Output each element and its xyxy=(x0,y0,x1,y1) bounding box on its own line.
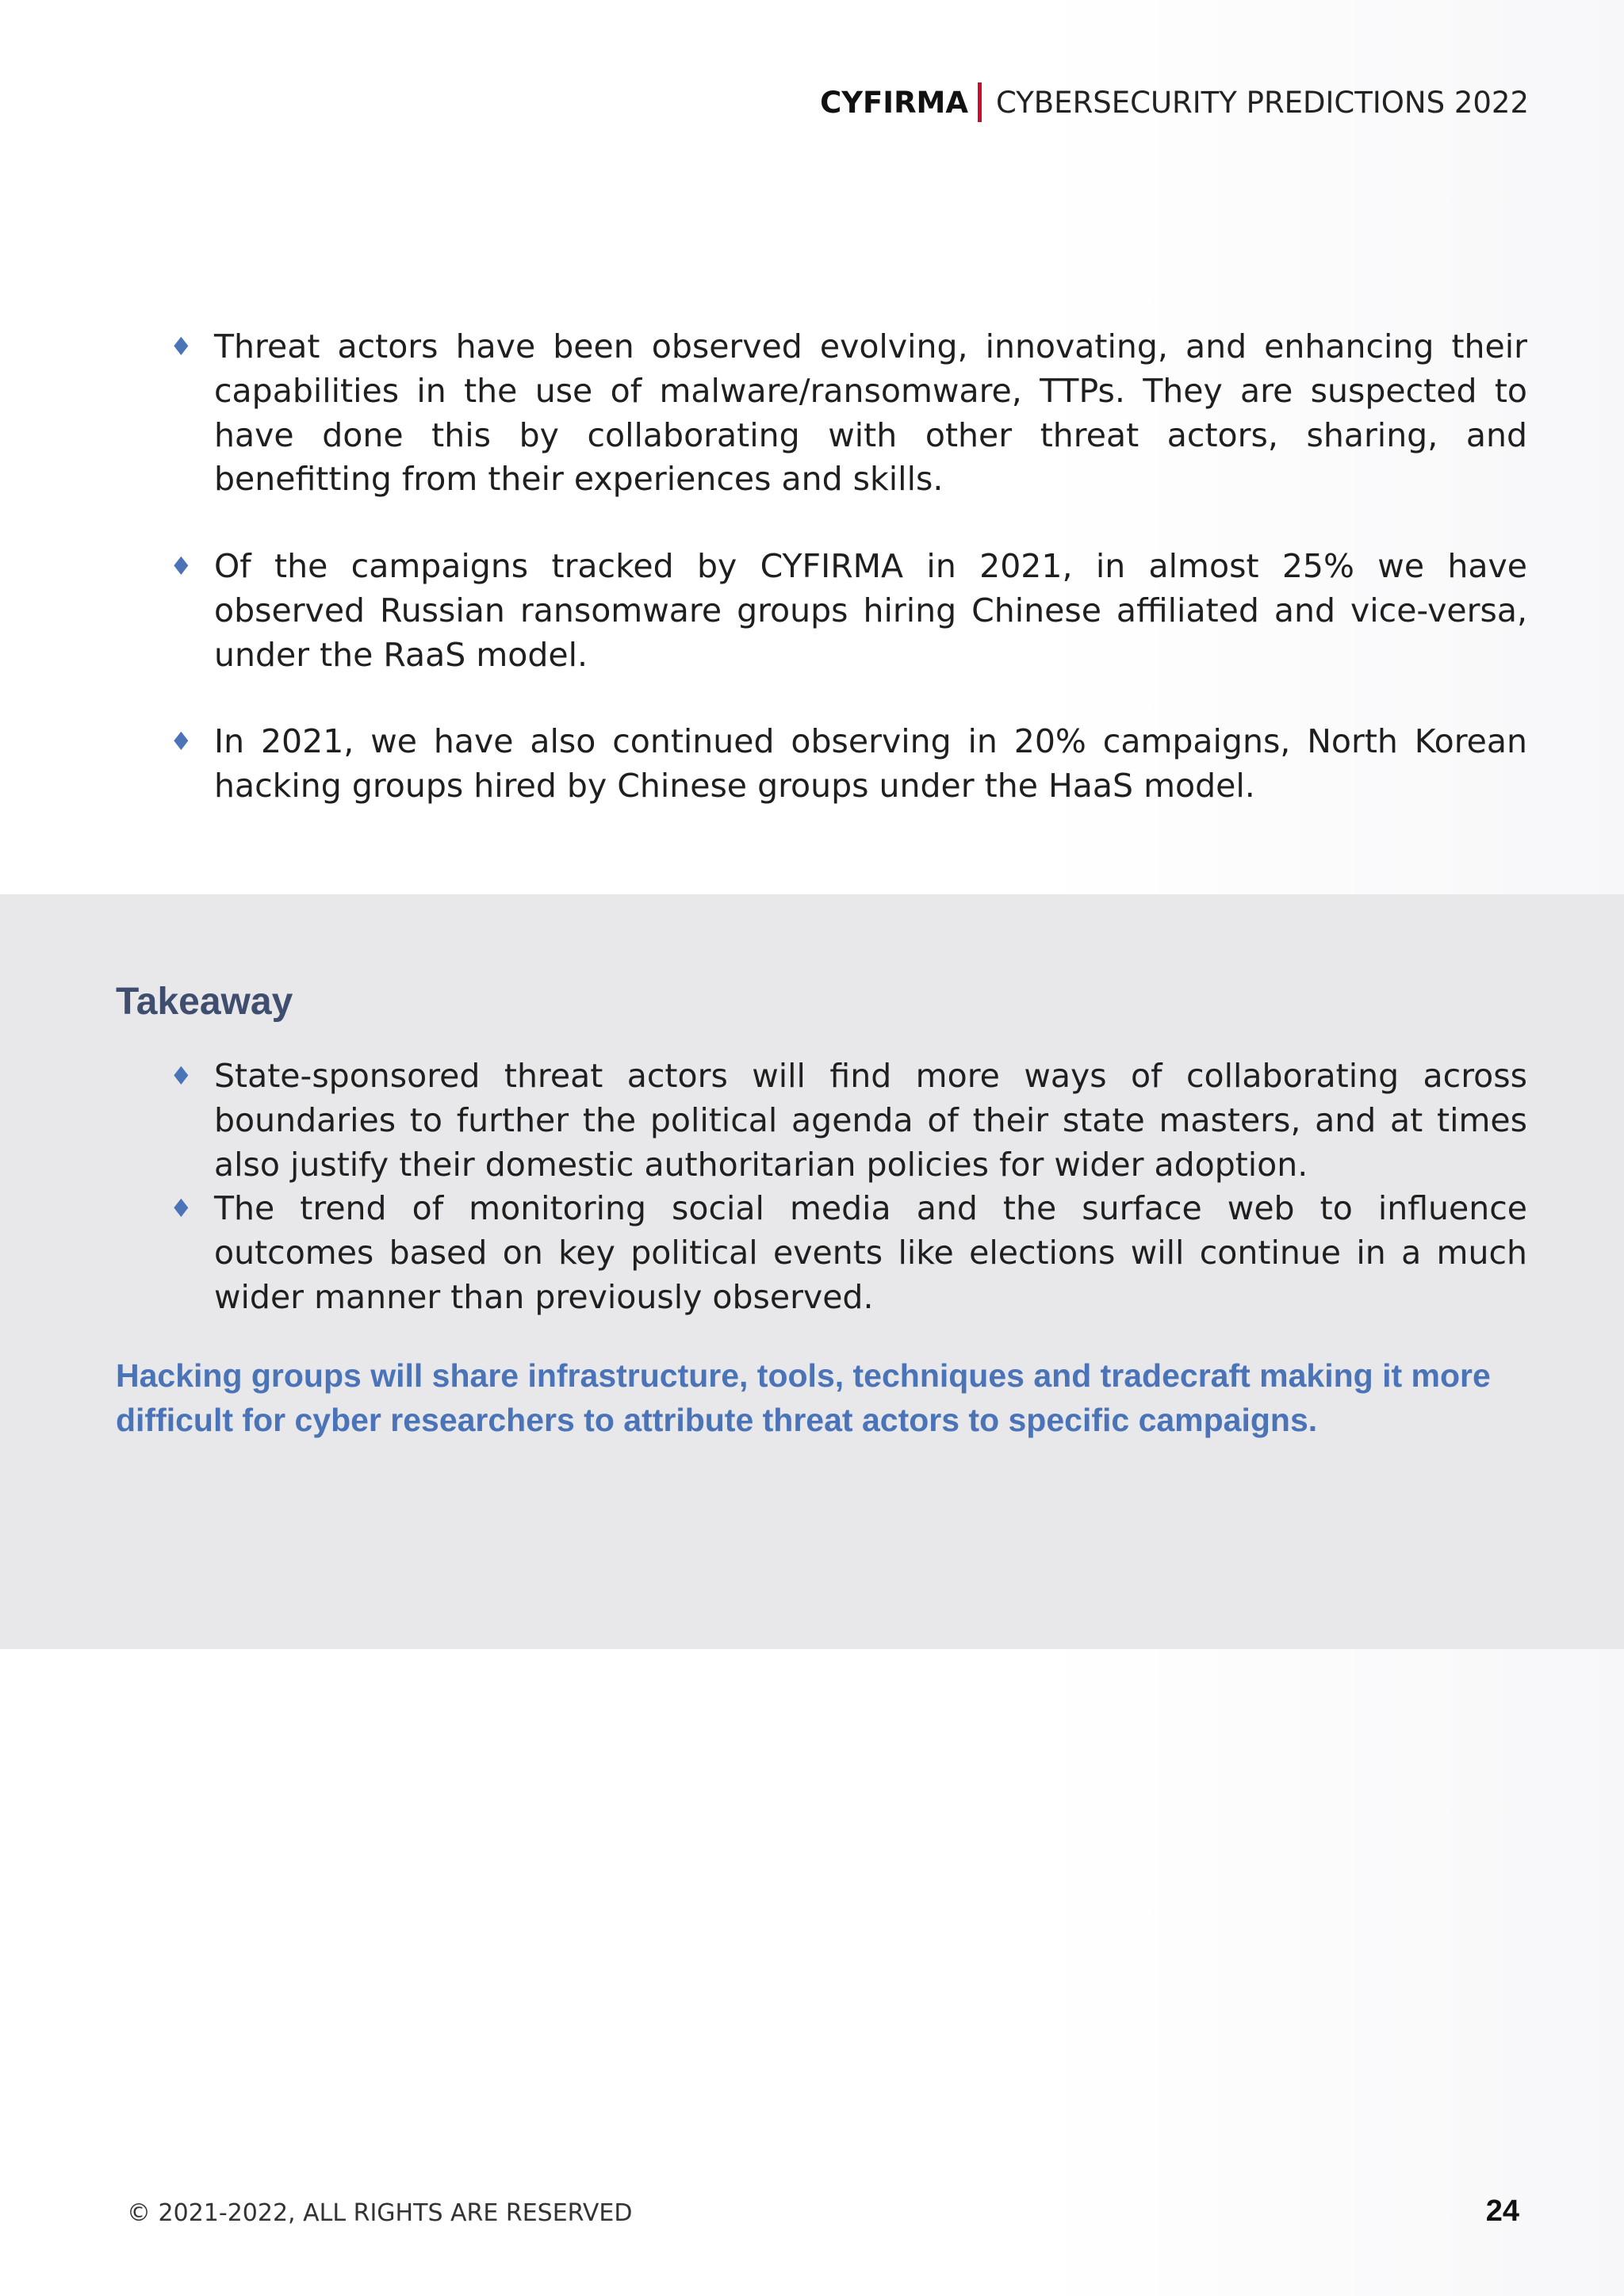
footer-copyright: © 2021-2022, ALL RIGHTS ARE RESERVED xyxy=(127,2199,633,2227)
takeaway-heading: Takeaway xyxy=(116,981,293,1023)
header-divider xyxy=(978,82,982,122)
list-item xyxy=(167,325,1527,502)
diamond-bullet-icon: ♦ xyxy=(170,551,193,581)
list-item-text: In 2021, we have also continued observing in 20% campaigns, North Korean hacking groups hired by Chinese groups under the HaaS model. xyxy=(214,722,1527,805)
list-item-text: The trend of monitoring social media and the surface web to influence outcomes based on key political events like elections will continue in a much wider manner than previously observed. xyxy=(214,1189,1527,1316)
list-item-text: Of the campaigns tracked by CYFIRMA in 2021, in almost 25% we have observed Russian ransomware groups hiring Chinese affiliated and vice-versa, under the RaaS model. xyxy=(214,547,1527,674)
header-title: CYBERSECURITY PREDICTIONS 2022 xyxy=(996,85,1529,120)
diamond-bullet-icon: ♦ xyxy=(170,1193,193,1224)
list-item xyxy=(167,1054,1527,1187)
diamond-bullet-icon: ♦ xyxy=(170,1061,193,1091)
list-item xyxy=(167,1187,1527,1319)
page-header xyxy=(820,82,1529,122)
page-number: 24 xyxy=(1485,2195,1519,2228)
list-item-text: Threat actors have been observed evolving, innovating, and enhancing their capabilities in the use of malware/ransomware, TTPs. They are suspected to have done this by collaborating with other threat actors, sharing, and benefitting from their experiences and skills. xyxy=(214,327,1527,499)
list-item-text: State-sponsored threat actors will find more ways of collaborating across boundaries to further the political agenda of their state masters, and at times also justify their domestic authoritarian policies for wider adoption. xyxy=(214,1057,1527,1184)
list-item xyxy=(167,545,1527,677)
takeaway-bullet-list xyxy=(167,1054,1527,1320)
header-brand: CYFIRMA xyxy=(820,85,969,120)
list-item xyxy=(167,720,1527,809)
top-bullet-list xyxy=(167,325,1527,809)
diamond-bullet-icon: ♦ xyxy=(170,726,193,757)
diamond-bullet-icon: ♦ xyxy=(170,331,193,362)
takeaway-highlight: Hacking groups will share infrastructure, tools, techniques and tradecraft making it more difficult for cyber researchers to attribute threat actors to specific campaigns. xyxy=(116,1357,1491,1438)
